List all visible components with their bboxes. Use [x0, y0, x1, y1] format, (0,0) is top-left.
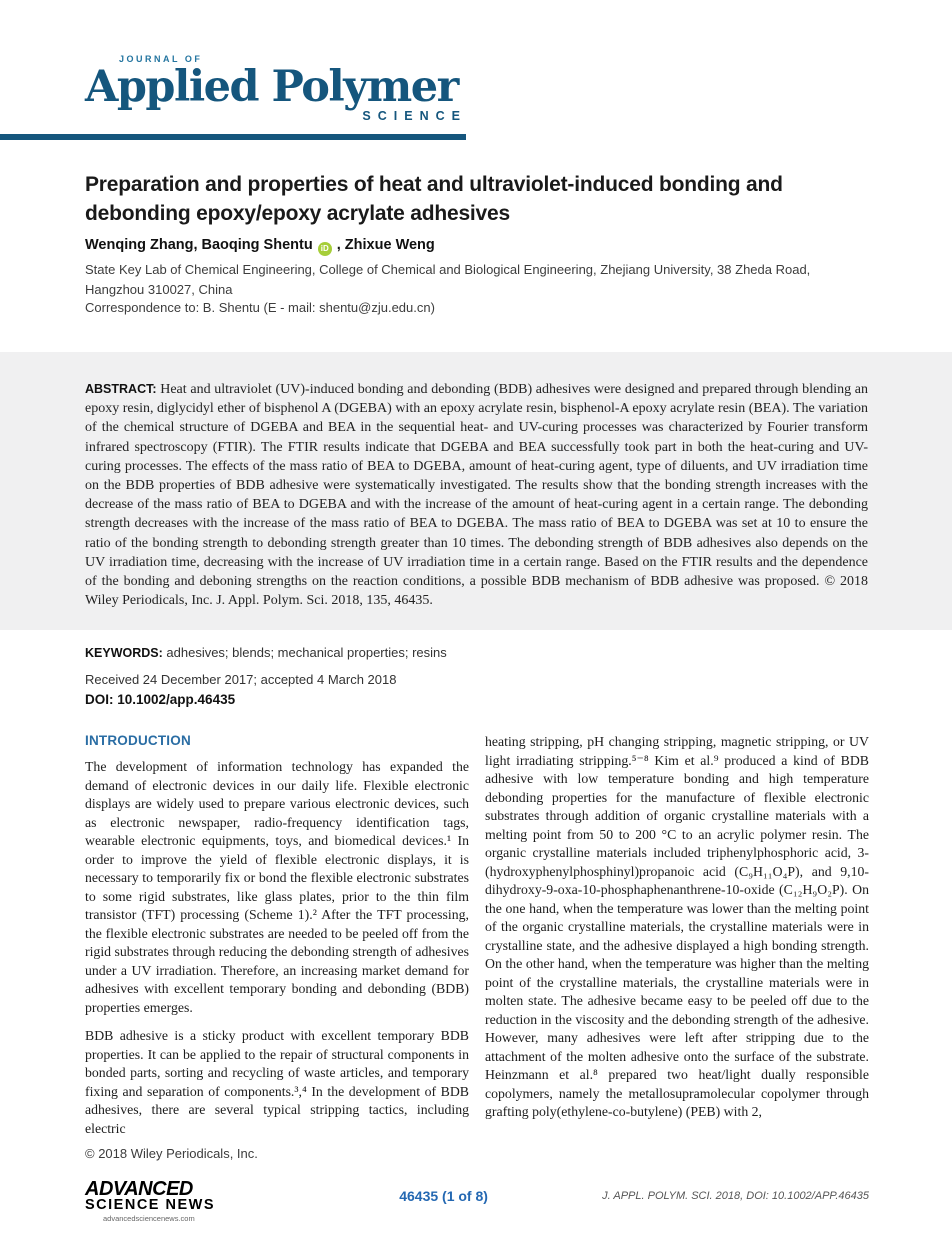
correspondence: Correspondence to: B. Shentu (E - mail: shentu@zju.edu.cn)	[85, 300, 435, 315]
copyright: © 2018 Wiley Periodicals, Inc.	[85, 1146, 258, 1161]
received-date: Received 24 December 2017; accepted 4 March 2018	[85, 672, 397, 687]
affiliation: State Key Lab of Chemical Engineering, College of Chemical and Biological Engineering, Zhejiang University, 38 Zheda Road, Hangzhou 310027, China	[85, 262, 811, 297]
author-names-trailing: , Zhixue Weng	[336, 237, 435, 253]
journal-logo	[85, 54, 467, 123]
intro-paragraph-1: The development of information technology has expanded the demand of electronic devices in our daily life. Flexible electronic displays are widely used to prepare various electronic devices, such as electronic newspaper, radio-frequency identification tags, wearable electronic equipments, toys, and biomedical devices.¹ In order to improve the yield of flexible electronic displays, it is necessary to temporarily fix or bond the flexible electronic substrates to some rigid substrates, like glass plates, prior to the thin film transistor (TFT) processing (Scheme 1).² After the TFT processing, the flexible electronic substrates are needed to be peeled off from the rigid substrates through reducing the debonding strength of adhesives under a UV irradiation. Therefore, an increasing market demand for adhesives with excellent temporary bonding and debonding (BDB) properties emerges.	[85, 759, 469, 1015]
keywords-label: KEYWORDS:	[85, 646, 163, 660]
section-heading-introduction: INTRODUCTION	[85, 733, 191, 748]
asn-logo-url: advancedsciencenews.com	[103, 1214, 195, 1223]
abstract-section	[0, 352, 952, 630]
journal-name: Applied Polymer	[85, 62, 458, 112]
doi: DOI: 10.1002/app.46435	[85, 692, 236, 707]
author-names-leading: Wenqing Zhang, Baoqing Shentu	[85, 237, 313, 253]
asn-logo-line2: SCIENCE NEWS	[85, 1197, 215, 1213]
authors-line	[85, 237, 435, 256]
right-column	[485, 733, 869, 1138]
left-column	[85, 733, 469, 1138]
orcid-icon[interactable]: iD	[318, 242, 332, 256]
advanced-science-news-logo	[85, 1180, 285, 1223]
header-rule	[0, 134, 466, 140]
journal-of-label: JOURNAL OF	[119, 54, 203, 64]
asn-logo-line1: ADVANCED	[85, 1178, 193, 1200]
keywords-text: adhesives; blends; mechanical properties; resins	[162, 645, 447, 660]
footer-citation: J. APPL. POLYM. SCI. 2018, DOI: 10.1002/APP.46435	[602, 1190, 869, 1202]
page-title: Preparation and properties of heat and ultraviolet-induced bonding and debonding epoxy/epoxy acrylate adhesives	[85, 173, 783, 225]
intro-paragraph-3: heating stripping, pH changing stripping, magnetic stripping, or UV light irradiating stripping.⁵⁻⁸ Kim et al.⁹ produced a kind of BDB adhesive with low temperature bonding and high temperature debonding properties for the manufacture of flexible electronic substrates through addition of organic crystalline materials with a melting point from 50 to 200 °C to an acrylic polymer resin. The organic crystalline materials included triphenylphosphoric acid, 3-(hydroxyphenylphosphinyl)propanoic acid (C₉H₁₁O₄P), and 9,10-dihydroxy-9-oxa-10-phosphaphenanthrene-10-oxide (C₁₂H₉O₂P). On the one hand, when the temperature was lower than the melting point of the organic crystalline materials, the crystalline materials were in crystalline state, and the adhesive displayed a high bonding strength. On the other hand, when the temperature was higher than the melting point of the crystalline materials, the crystalline materials were in molten state. The adhesive became easy to be peeled off due to the reduction in the viscosity and the debonding strength of the adhesive. However, many adhesives were left after stripping due to the attachment of the molten adhesive onto the surface of the substrate. Heinzmann et al.⁸ prepared two heat/light dually responsible copolymers, namely the metallosupramolecular copolymer through grafting poly(ethylene-co-butylene) (PEB) with 2,	[485, 734, 869, 1119]
abstract-body: Heat and ultraviolet (UV)-induced bonding and debonding (BDB) adhesives were designed and prepared through blending an epoxy resin, diglycidyl ether of bisphenol A (DGEBA) with an epoxy acrylate resin, bisphenol-A epoxy acrylate resin (BEA). The variation of the chemical structure of DGEBA and BEA in the sequential heat- and UV-curing processes was characterized by Fourier transform infrared spectroscopy (FTIR). The FTIR results indicate that DGEBA and BEA successfully took part in both the heat-curing and UV-curing processes. The effects of the mass ratio of BEA to DGEBA, amount of heat-curing agent, type of diluents, and UV irradiation time on the BDB properties of BDB adhesive were systematically investigated. The results show that the bonding strength increases with the decrease of the mass ratio of BEA to DGEBA and with the increase of the amount of heat-curing agent in a certain range. The debonding strength decreases with the increase of the mass ratio of BEA to DGEBA. The mass ratio of BEA to DGEBA was set at 10 to ensure the ratio of the bonding strength to debonding strength greater than 10 times. The debonding strength of BDB adhesives also depends on the UV irradiation time, decreasing with the increase of UV irradiation time in a certain range. Based on the FTIR results and the dependence of the bonding and deboning strengths on the reaction conditions, a possible BDB mechanism of BDB adhesive was proposed. © 2018 Wiley Periodicals, Inc. J. Appl. Polym. Sci. 2018, 135, 46435.	[85, 382, 869, 609]
page-number: 46435 (1 of 8)	[399, 1188, 488, 1204]
abstract-label: ABSTRACT:	[85, 382, 157, 396]
journal-science-label: SCIENCE	[362, 109, 467, 123]
body-columns	[85, 733, 869, 1138]
intro-paragraph-2: BDB adhesive is a sticky product with excellent temporary BDB properties. It can be applied to the repair of structural components in bonded parts, sorting and recycling of waste articles, and temporary fixing and separation of components.³,⁴ In the development of BDB adhesives, there are several typical stripping tactics, including electric	[85, 1028, 469, 1136]
keywords-line	[85, 645, 447, 660]
abstract-text	[85, 380, 868, 610]
footer-row	[85, 1180, 869, 1223]
